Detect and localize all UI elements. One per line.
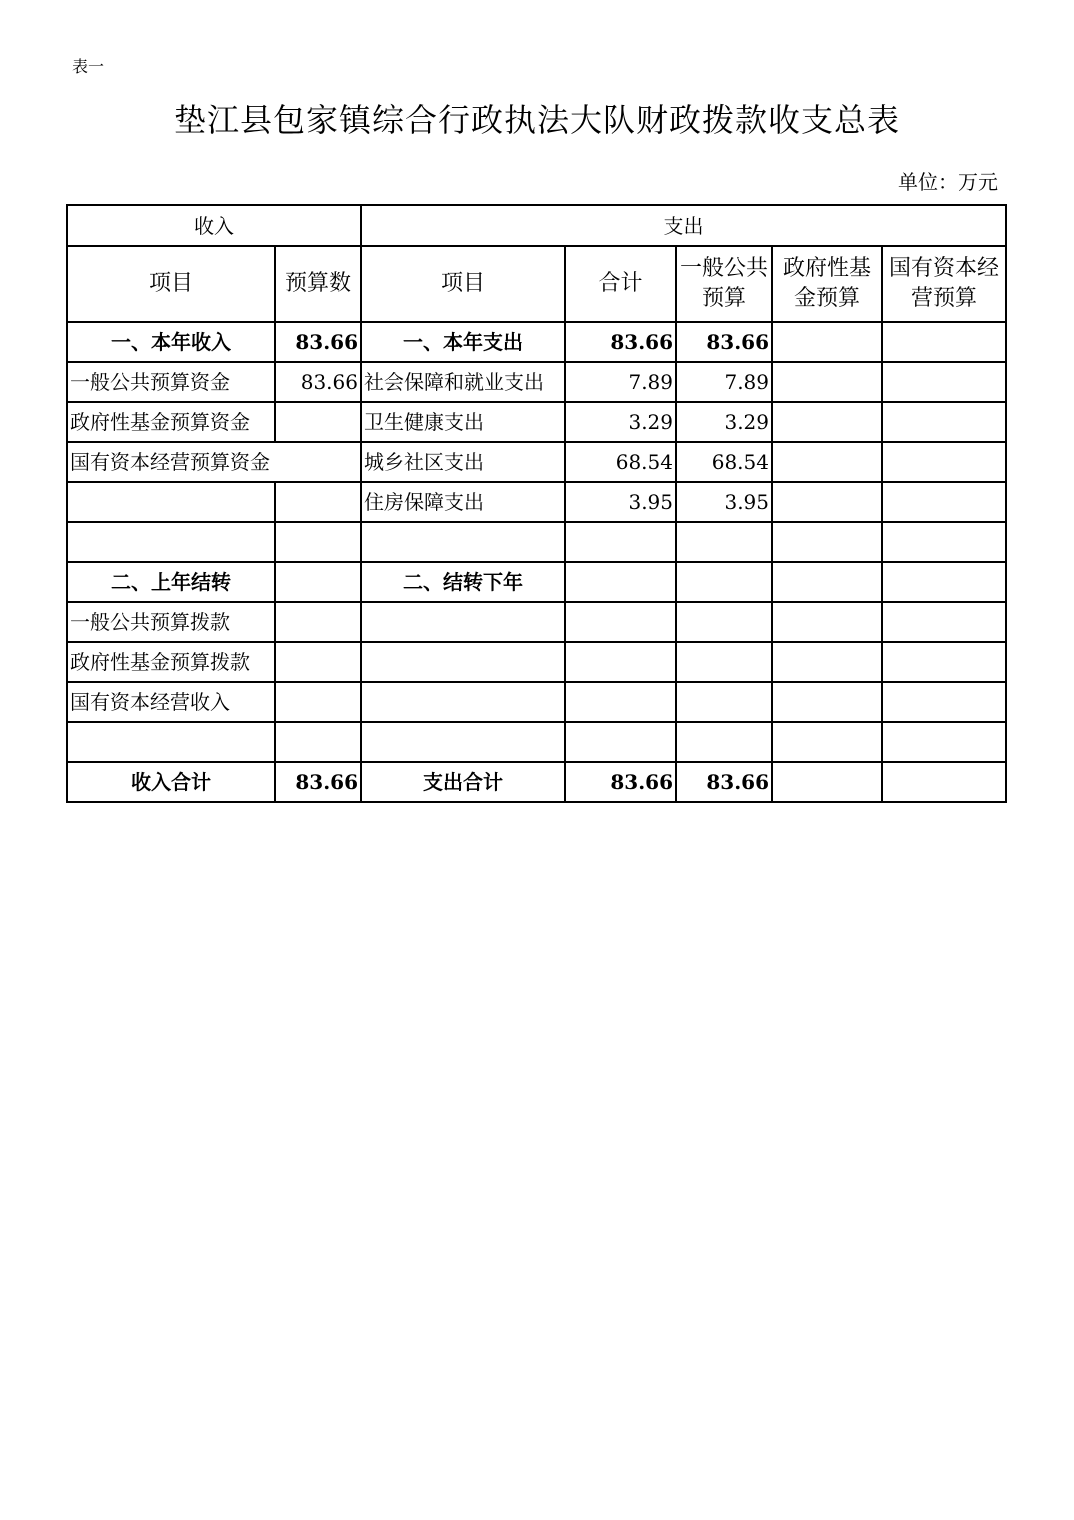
exp-gov-fund-cell	[772, 722, 882, 762]
exp-gov-fund-cell	[772, 402, 882, 442]
exp-state-capital-cell	[882, 322, 1006, 362]
exp-state-capital-cell	[882, 642, 1006, 682]
table-row	[67, 682, 1006, 722]
exp-state-capital-cell	[882, 682, 1006, 722]
page-title: 垫江县包家镇综合行政执法大队财政拨款收支总表	[173, 101, 900, 139]
exp-item-cell	[361, 722, 565, 762]
exp-general-cell: 3.95	[676, 482, 772, 522]
table-row	[67, 442, 1006, 482]
exp-item-cell: 城乡社区支出	[361, 442, 565, 482]
income-budget-cell	[275, 602, 361, 642]
income-item-cell	[67, 722, 275, 762]
expenditure-group-header: 支出	[361, 205, 1006, 246]
exp-state-capital-cell	[882, 562, 1006, 602]
exp-gov-fund-cell	[772, 602, 882, 642]
table-row	[67, 642, 1006, 682]
col-header-exp-total: 合计	[565, 246, 676, 322]
exp-total-cell: 83.66	[565, 322, 676, 362]
income-item-cell: 一、本年收入	[67, 322, 275, 362]
exp-state-capital-cell	[882, 722, 1006, 762]
exp-gov-fund-total-value	[772, 762, 882, 802]
exp-state-capital-cell	[882, 522, 1006, 562]
exp-general-cell	[676, 682, 772, 722]
income-item-cell: 政府性基金预算拨款	[67, 642, 275, 682]
col-header-exp-general: 一般公共预算	[676, 246, 772, 322]
exp-gov-fund-cell	[772, 362, 882, 402]
col-header-exp-item: 项目	[361, 246, 565, 322]
income-budget-cell: 83.66	[275, 362, 361, 402]
exp-state-capital-cell	[882, 362, 1006, 402]
exp-state-capital-cell	[882, 602, 1006, 642]
exp-state-capital-total-value	[882, 762, 1006, 802]
col-header-exp-gov-fund: 政府性基金预算	[772, 246, 882, 322]
income-item-cell: 一般公共预算拨款	[67, 602, 275, 642]
exp-total-cell	[565, 642, 676, 682]
income-budget-cell	[275, 562, 361, 602]
table-row	[67, 482, 1006, 522]
income-item-cell: 一般公共预算资金	[67, 362, 275, 402]
exp-general-cell	[676, 522, 772, 562]
exp-total-cell	[565, 562, 676, 602]
exp-general-cell	[676, 722, 772, 762]
exp-item-cell	[361, 642, 565, 682]
exp-state-capital-cell	[882, 442, 1006, 482]
income-group-header: 收入	[67, 205, 361, 246]
exp-total-cell	[565, 682, 676, 722]
income-budget-cell: 83.66	[275, 322, 361, 362]
income-item-cell	[67, 522, 275, 562]
exp-item-cell: 一、本年支出	[361, 322, 565, 362]
exp-total-cell	[565, 722, 676, 762]
col-header-income-budget: 预算数	[275, 246, 361, 322]
income-budget-cell	[275, 522, 361, 562]
table-row	[67, 322, 1006, 362]
exp-total-cell: 7.89	[565, 362, 676, 402]
exp-total-cell: 3.29	[565, 402, 676, 442]
table-row	[67, 402, 1006, 442]
exp-item-cell	[361, 522, 565, 562]
exp-total-cell: 68.54	[565, 442, 676, 482]
col-header-exp-state-capital: 国有资本经营预算	[882, 246, 1006, 322]
exp-gov-fund-cell	[772, 482, 882, 522]
exp-general-cell	[676, 642, 772, 682]
exp-item-cell: 社会保障和就业支出	[361, 362, 565, 402]
exp-item-cell	[361, 682, 565, 722]
exp-total-value: 83.66	[565, 762, 676, 802]
exp-state-capital-cell	[882, 482, 1006, 522]
budget-summary-table	[66, 204, 1007, 803]
table-row	[67, 602, 1006, 642]
income-item-cell: 国有资本经营预算资金	[67, 442, 361, 482]
exp-item-cell: 住房保障支出	[361, 482, 565, 522]
income-budget-cell	[275, 402, 361, 442]
exp-general-total-value: 83.66	[676, 762, 772, 802]
exp-gov-fund-cell	[772, 562, 882, 602]
exp-general-cell: 7.89	[676, 362, 772, 402]
exp-item-cell	[361, 602, 565, 642]
exp-general-cell	[676, 602, 772, 642]
exp-gov-fund-cell	[772, 642, 882, 682]
exp-gov-fund-cell	[772, 442, 882, 482]
exp-state-capital-cell	[882, 402, 1006, 442]
exp-gov-fund-cell	[772, 322, 882, 362]
exp-general-cell: 83.66	[676, 322, 772, 362]
income-item-cell: 国有资本经营收入	[67, 682, 275, 722]
table-row	[67, 562, 1006, 602]
exp-general-cell: 68.54	[676, 442, 772, 482]
table-row-total	[67, 762, 1006, 802]
exp-gov-fund-cell	[772, 522, 882, 562]
income-item-cell	[67, 482, 275, 522]
exp-total-cell	[565, 602, 676, 642]
table-label: 表一	[72, 57, 105, 76]
unit-label: 单位：万元	[898, 170, 998, 194]
group-header-row	[67, 205, 1006, 246]
table-row	[67, 522, 1006, 562]
income-budget-cell	[275, 642, 361, 682]
exp-total-cell	[565, 522, 676, 562]
table-row	[67, 362, 1006, 402]
exp-general-cell: 3.29	[676, 402, 772, 442]
income-total-label: 收入合计	[67, 762, 275, 802]
col-header-income-item: 项目	[67, 246, 275, 322]
income-budget-cell	[275, 482, 361, 522]
column-header-row	[67, 246, 1006, 322]
exp-total-label: 支出合计	[361, 762, 565, 802]
exp-gov-fund-cell	[772, 682, 882, 722]
exp-item-cell: 卫生健康支出	[361, 402, 565, 442]
income-total-value: 83.66	[275, 762, 361, 802]
income-budget-cell	[275, 722, 361, 762]
exp-item-cell: 二、结转下年	[361, 562, 565, 602]
income-item-cell: 政府性基金预算资金	[67, 402, 275, 442]
income-item-cell: 二、上年结转	[67, 562, 275, 602]
income-budget-cell	[275, 682, 361, 722]
exp-total-cell: 3.95	[565, 482, 676, 522]
table-row	[67, 722, 1006, 762]
exp-general-cell	[676, 562, 772, 602]
